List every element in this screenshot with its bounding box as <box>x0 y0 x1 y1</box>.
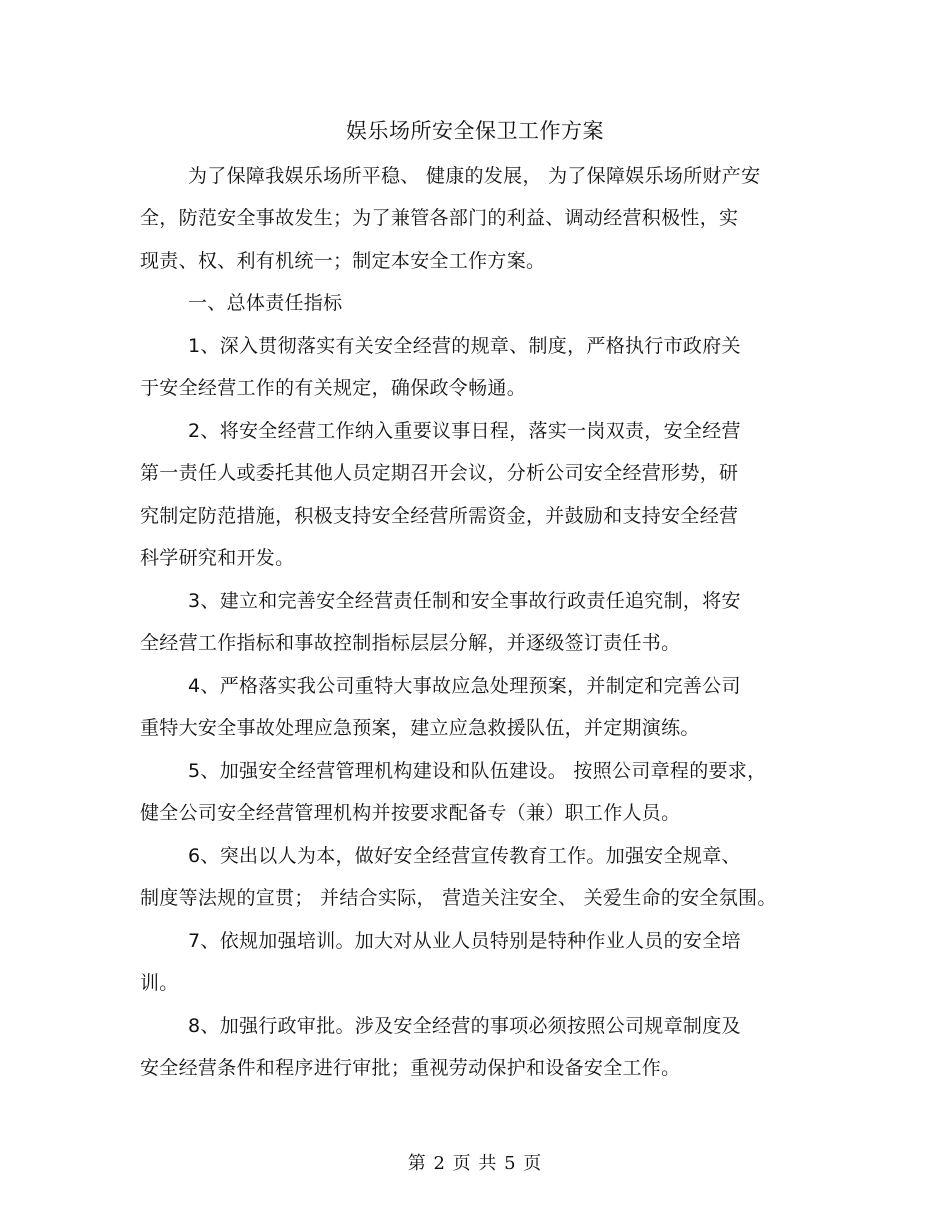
paragraph-line: 第一责任人或委托其他人员定期召开会议，分析公司安全经营形势，研 <box>140 462 739 484</box>
paragraph-line: 训。 <box>140 972 179 994</box>
paragraph-line: 科学研究和开发。 <box>140 547 295 569</box>
paragraph-line: 健全公司安全经营管理机构并按要求配备专（兼）职工作人员。 <box>140 802 681 824</box>
document-title: 娱乐场所安全保卫工作方案 <box>346 119 604 143</box>
paragraph-line: 5、加强安全经营管理机构建设和队伍建设。 按照公司章程的要求， <box>188 760 767 782</box>
paragraph-line: 6、突出以人为本，做好安全经营宣传教育工作。加强安全规章、 <box>188 845 741 867</box>
paragraph-line: 全经营工作指标和事故控制指标层层分解，并逐级签订责任书。 <box>140 632 681 654</box>
paragraph-line: 8、加强行政审批。涉及安全经营的事项必须按照公司规章制度及 <box>188 1015 741 1037</box>
paragraph-line: 于安全经营工作的有关规定，确保政令畅通。 <box>140 377 527 399</box>
paragraph-line: 现责、权、利有机统一；制定本安全工作方案。 <box>140 250 546 272</box>
paragraph-line: 4、严格落实我公司重特大事故应急处理预案，并制定和完善公司 <box>188 675 741 697</box>
section-heading: 一、总体责任指标 <box>188 292 343 314</box>
page-number-footer: 第 2 页 共 5 页 <box>407 1153 543 1174</box>
paragraph-line: 2、将安全经营工作纳入重要议事日程，落实一岗双责，安全经营 <box>188 420 741 442</box>
paragraph-line: 1、深入贯彻落实有关安全经营的规章、制度，严格执行市政府关 <box>188 335 741 357</box>
paragraph-line: 重特大安全事故处理应急预案，建立应急救援队伍，并定期演练。 <box>140 717 700 739</box>
paragraph-line: 安全经营条件和程序进行审批；重视劳动保护和设备安全工作。 <box>140 1057 681 1079</box>
paragraph-line: 7、依规加强培训。加大对从业人员特别是特种作业人员的安全培 <box>188 930 741 952</box>
paragraph-line: 制度等法规的宣贯； 并结合实际， 营造关注安全、 关爱生命的安全氛围。 <box>140 887 777 909</box>
paragraph-line: 为了保障我娱乐场所平稳、 健康的发展， 为了保障娱乐场所财产安 <box>188 165 761 187</box>
paragraph-line: 究制定防范措施，积极支持安全经营所需资金，并鼓励和支持安全经营 <box>140 505 739 527</box>
paragraph-line: 3、建立和完善安全经营责任制和安全事故行政责任追究制，将安 <box>188 590 741 612</box>
paragraph-line: 全，防范安全事故发生；为了兼管各部门的利益、调动经营积极性，实 <box>140 207 739 229</box>
